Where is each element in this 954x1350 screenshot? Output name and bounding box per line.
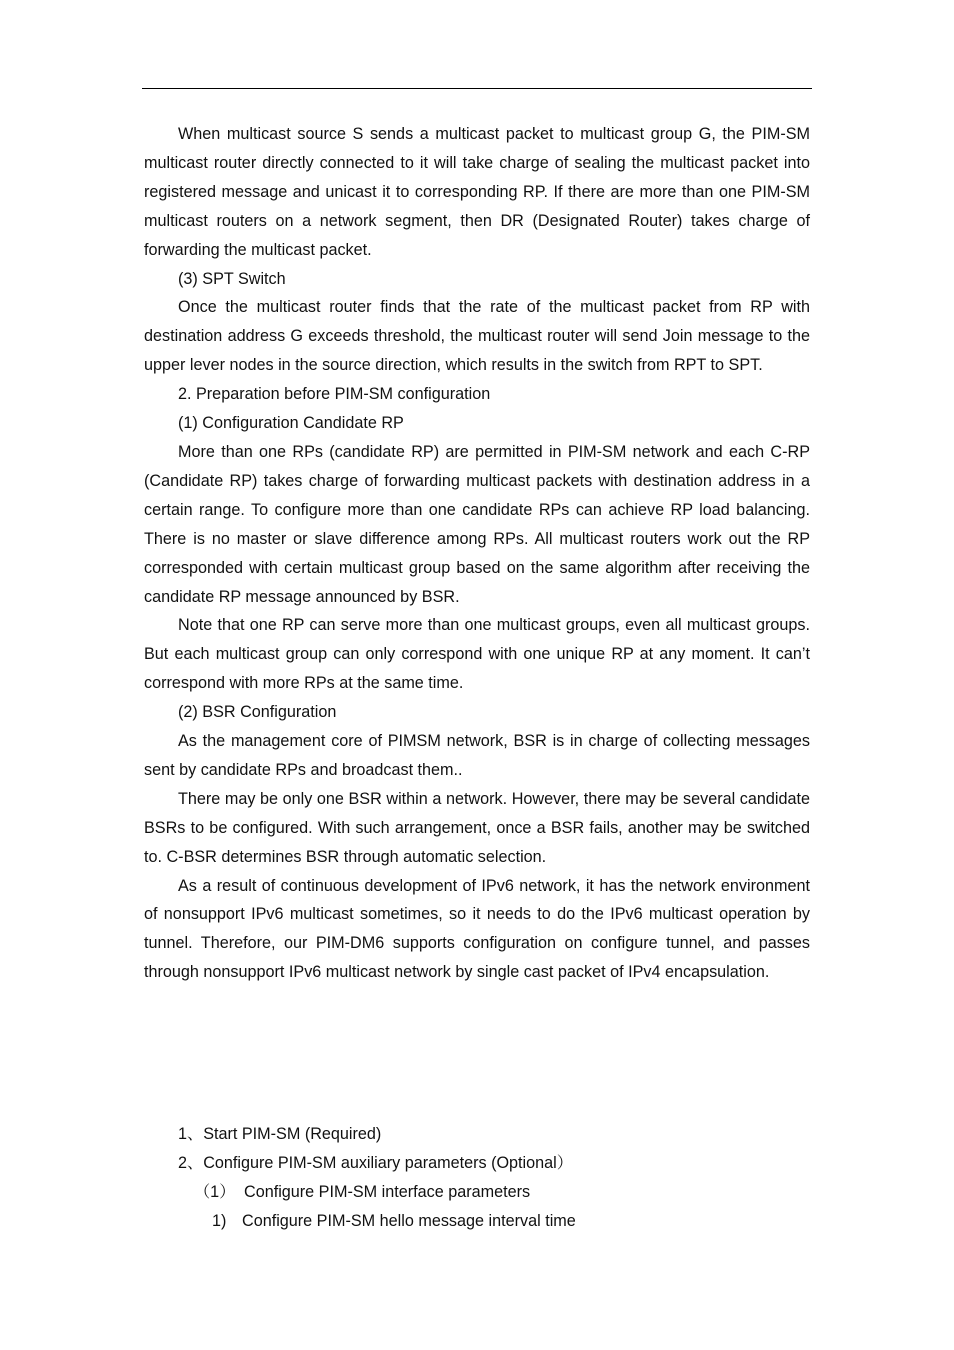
paragraph: Once the multicast router finds that the rate of the multicast packet from RP with destination address G exceeds threshold, the multicast router will send Join message to the upper lever nodes in the source direction, which results in the switch from RPT to SPT. <box>144 298 810 375</box>
header-rule <box>142 88 812 89</box>
outline-item <box>144 1149 810 1178</box>
outline-number: 1) <box>212 1212 227 1231</box>
outline-number: （1） <box>194 1182 236 1201</box>
paragraph: There may be only one BSR within a network. However, there may be several candidate BSRs to be configured. With such arrangement, once a BSR fails, another may be switched to. C-BSR determines BSR through automatic selection. <box>144 789 810 866</box>
outline-text: Configure PIM-SM auxiliary parameters (Optional） <box>203 1153 573 1172</box>
section-heading: (3) SPT Switch <box>178 269 286 288</box>
section-heading: (2) BSR Configuration <box>178 703 337 722</box>
outline-number: 1、 <box>178 1125 204 1143</box>
outline-item <box>144 1178 810 1208</box>
paragraph: More than one RPs (candidate RP) are permitted in PIM-SM network and each C-RP (Candidate RP) takes charge of forwarding multicast packets with destination address in a certain range. To configure more than one candidate RPs can achieve RP load balancing. There is no master or slave difference among RPs. All multicast routers work out the RP corresponded with certain multicast group based on the same algorithm after receiving the candidate RP message announced by BSR. <box>144 442 810 606</box>
outline-number: 2、 <box>178 1153 204 1172</box>
outline-item <box>144 1207 810 1237</box>
paragraph: As a result of continuous development of IPv6 network, it has the network environment of nonsupport IPv6 multicast sometimes, so it needs to do the IPv6 multicast operation by tunnel. Therefore, our PIM-DM6 supports configuration on configure tunnel, and passes through nonsupport IPv6 multicast network by single cast packet of IPv4 encapsulation. <box>144 876 810 982</box>
section-heading: (1) Configuration Candidate RP <box>178 414 404 433</box>
outline-text: Configure PIM-SM hello message interval time <box>242 1212 576 1231</box>
configuration-outline <box>144 1120 810 1237</box>
paragraph: Note that one RP can serve more than one multicast groups, even all multicast groups. But each multicast group can only correspond with one unique RP at any moment. It can’t correspond with more RPs at the same time. <box>144 616 810 693</box>
section-heading: 2. Preparation before PIM-SM configuration <box>178 385 491 404</box>
outline-text: Start PIM-SM (Required) <box>203 1125 382 1143</box>
paragraph: As the management core of PIMSM network, BSR is in charge of collecting messages sent by candidate RPs and broadcast them.. <box>144 732 810 779</box>
body-text <box>144 120 810 987</box>
paragraph: When multicast source S sends a multicast packet to multicast group G, the PIM-SM multicast router directly connected to it will take charge of sealing the multicast packet into registered message and unicast it to corresponding RP. If there are more than one PIM-SM multicast routers on a network segment, then DR (Designated Router) takes charge of forwarding the multicast packet. <box>144 125 810 259</box>
outline-item <box>144 1120 810 1149</box>
outline-text: Configure PIM-SM interface parameters <box>244 1182 531 1201</box>
